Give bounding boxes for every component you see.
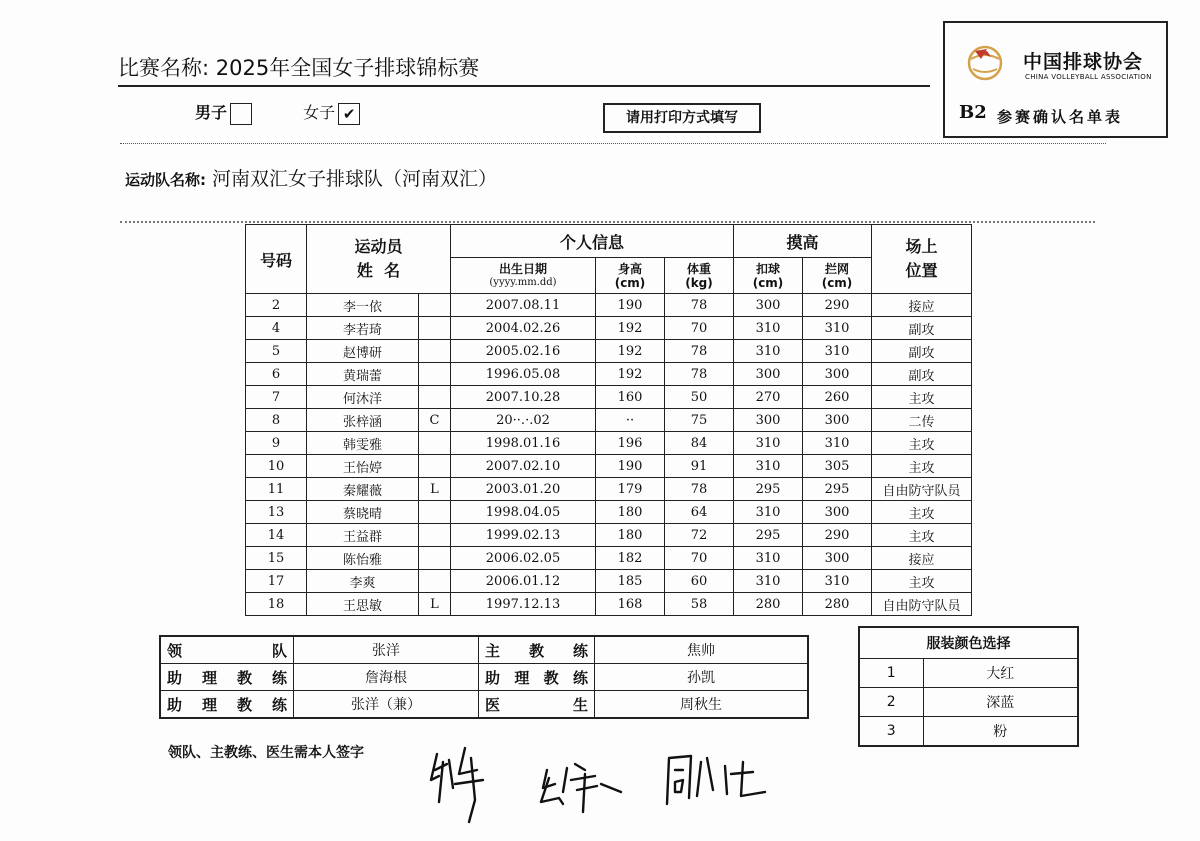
roster-name: 蔡晓晴 xyxy=(307,501,419,524)
roster-row xyxy=(246,570,972,593)
roster-position: 副攻 xyxy=(872,340,972,363)
roster-birth-date: 2004.02.26 xyxy=(451,317,596,340)
staff-row xyxy=(160,691,808,719)
roster-row xyxy=(246,386,972,409)
team-row xyxy=(125,164,497,191)
roster-birth-date: 2006.01.12 xyxy=(451,570,596,593)
roster-position: 自由防守队员 xyxy=(872,593,972,616)
roster-height: 185 xyxy=(596,570,665,593)
roster-name: 韩雯雅 xyxy=(307,432,419,455)
roster-role xyxy=(419,570,451,593)
roster-height: 192 xyxy=(596,317,665,340)
roster-role xyxy=(419,432,451,455)
roster-name: 何沐洋 xyxy=(307,386,419,409)
roster-block-reach: 300 xyxy=(803,409,872,432)
roster-role xyxy=(419,524,451,547)
roster-height: ·· xyxy=(596,409,665,432)
signature-2 xyxy=(541,764,621,812)
roster-height: 180 xyxy=(596,524,665,547)
roster-number: 9 xyxy=(246,432,307,455)
uniform-title: 服装颜色选择 xyxy=(859,627,1078,659)
roster-block-reach: 310 xyxy=(803,340,872,363)
staff-name: 詹海根 xyxy=(294,664,479,691)
roster-number: 6 xyxy=(246,363,307,386)
header-height xyxy=(596,258,665,294)
roster-weight: 75 xyxy=(665,409,734,432)
roster-position: 自由防守队员 xyxy=(872,478,972,501)
roster-weight: 72 xyxy=(665,524,734,547)
roster-role: L xyxy=(419,593,451,616)
roster-name: 李若琦 xyxy=(307,317,419,340)
signature-3 xyxy=(667,756,765,804)
competition-row xyxy=(118,52,479,82)
staff-row xyxy=(160,636,808,664)
roster-block-reach: 310 xyxy=(803,570,872,593)
roster-spike-reach: 310 xyxy=(734,432,803,455)
roster-block-reach: 280 xyxy=(803,593,872,616)
signature-1 xyxy=(431,748,483,822)
roster-weight: 78 xyxy=(665,478,734,501)
roster-position: 二传 xyxy=(872,409,972,432)
roster-block-reach: 310 xyxy=(803,432,872,455)
roster-birth-date: 2003.01.20 xyxy=(451,478,596,501)
uniform-table xyxy=(858,626,1079,747)
staff-row xyxy=(160,664,808,691)
roster-row xyxy=(246,501,972,524)
logo-box xyxy=(943,21,1168,138)
roster-number: 11 xyxy=(246,478,307,501)
roster-position: 主攻 xyxy=(872,524,972,547)
roster-birth-date: 2005.02.16 xyxy=(451,340,596,363)
header-spike xyxy=(734,258,803,294)
competition-label: 比赛名称: xyxy=(118,56,210,80)
uniform-body xyxy=(859,659,1078,747)
roster-birth-date: 1997.12.13 xyxy=(451,593,596,616)
header-weight-label: 体重 xyxy=(686,261,711,276)
roster-role xyxy=(419,363,451,386)
roster-height: 180 xyxy=(596,501,665,524)
roster-weight: 91 xyxy=(665,455,734,478)
roster-spike-reach: 270 xyxy=(734,386,803,409)
roster-block-reach: 260 xyxy=(803,386,872,409)
handwritten-signatures xyxy=(425,740,775,830)
header-birth-format: (yyyy.mm.dd) xyxy=(489,276,557,288)
header-number: 号码 xyxy=(246,225,307,294)
roster-row xyxy=(246,409,972,432)
staff-role-label: 医生 xyxy=(479,691,595,719)
roster-birth-date: 2007.02.10 xyxy=(451,455,596,478)
header-block-unit: (cm) xyxy=(821,275,853,290)
uniform-option-number: 1 xyxy=(859,659,923,688)
form-title: 参赛确认名单表 xyxy=(997,108,1124,126)
roster-spike-reach: 295 xyxy=(734,524,803,547)
roster-row xyxy=(246,363,972,386)
roster-weight: 64 xyxy=(665,501,734,524)
roster-row xyxy=(246,547,972,570)
header-position xyxy=(872,225,972,294)
roster-birth-date: 20··.·.02 xyxy=(451,409,596,432)
roster-weight: 70 xyxy=(665,317,734,340)
header-spike-label: 扣球 xyxy=(755,261,780,276)
roster-name: 李爽 xyxy=(307,570,419,593)
roster-spike-reach: 310 xyxy=(734,570,803,593)
header-weight-unit: (kg) xyxy=(685,275,713,290)
roster-position: 接应 xyxy=(872,547,972,570)
header-spike-unit: (cm) xyxy=(752,275,784,290)
roster-weight: 78 xyxy=(665,363,734,386)
roster-name: 陈怡雅 xyxy=(307,547,419,570)
roster-name: 张梓涵 xyxy=(307,409,419,432)
roster-row xyxy=(246,593,972,616)
roster-spike-reach: 280 xyxy=(734,593,803,616)
roster-body xyxy=(246,294,972,616)
roster-block-reach: 300 xyxy=(803,363,872,386)
uniform-option-number: 2 xyxy=(859,688,923,717)
roster-height: 192 xyxy=(596,340,665,363)
staff-role-label: 领队 xyxy=(160,636,294,664)
uniform-color: 大红 xyxy=(923,659,1078,688)
roster-number: 14 xyxy=(246,524,307,547)
roster-birth-date: 2007.08.11 xyxy=(451,294,596,317)
roster-birth-date: 1998.01.16 xyxy=(451,432,596,455)
roster-number: 13 xyxy=(246,501,307,524)
roster-birth-date: 1996.05.08 xyxy=(451,363,596,386)
roster-role xyxy=(419,501,451,524)
male-checkbox[interactable] xyxy=(230,103,252,125)
roster-position: 接应 xyxy=(872,294,972,317)
roster-birth-date: 2006.02.05 xyxy=(451,547,596,570)
roster-row xyxy=(246,432,972,455)
roster-position: 主攻 xyxy=(872,455,972,478)
roster-block-reach: 305 xyxy=(803,455,872,478)
roster-name: 王怡婷 xyxy=(307,455,419,478)
uniform-row xyxy=(859,717,1078,747)
roster-row xyxy=(246,294,972,317)
staff-role-label: 助理教练 xyxy=(479,664,595,691)
staff-role-label: 主教练 xyxy=(479,636,595,664)
female-label: 女子 xyxy=(303,103,336,122)
header-birth xyxy=(451,258,596,294)
roster-birth-date: 1999.02.13 xyxy=(451,524,596,547)
roster-weight: 60 xyxy=(665,570,734,593)
roster-number: 17 xyxy=(246,570,307,593)
roster-weight: 70 xyxy=(665,547,734,570)
roster-spike-reach: 310 xyxy=(734,501,803,524)
roster-height: 192 xyxy=(596,363,665,386)
roster-name: 秦耀薇 xyxy=(307,478,419,501)
uniform-color: 深蓝 xyxy=(923,688,1078,717)
roster-position: 副攻 xyxy=(872,317,972,340)
roster-number: 4 xyxy=(246,317,307,340)
roster-number: 15 xyxy=(246,547,307,570)
roster-block-reach: 295 xyxy=(803,478,872,501)
header-reach: 摸高 xyxy=(734,225,872,258)
roster-block-reach: 300 xyxy=(803,547,872,570)
header-height-label: 身高 xyxy=(617,261,642,276)
roster-role xyxy=(419,340,451,363)
male-label: 男子 xyxy=(195,103,228,122)
roster-row xyxy=(246,478,972,501)
staff-role-label: 助理教练 xyxy=(160,691,294,719)
roster-weight: 58 xyxy=(665,593,734,616)
roster-spike-reach: 300 xyxy=(734,363,803,386)
header-athlete-line1: 运动员 xyxy=(354,237,403,256)
header-birth-label: 出生日期 xyxy=(498,261,547,276)
roster-table xyxy=(245,224,972,616)
roster-name: 赵博研 xyxy=(307,340,419,363)
header-block-label: 拦网 xyxy=(824,261,849,276)
roster-height: 160 xyxy=(596,386,665,409)
header-athlete-line2: 姓 名 xyxy=(356,261,401,280)
roster-row xyxy=(246,317,972,340)
roster-birth-date: 1998.04.05 xyxy=(451,501,596,524)
roster-block-reach: 300 xyxy=(803,501,872,524)
roster-weight: 78 xyxy=(665,340,734,363)
roster-role xyxy=(419,547,451,570)
roster-spike-reach: 295 xyxy=(734,478,803,501)
roster-role xyxy=(419,317,451,340)
logo-english-name: CHINA VOLLEYBALL ASSOCIATION xyxy=(1025,73,1152,81)
roster-block-reach: 310 xyxy=(803,317,872,340)
roster-number: 8 xyxy=(246,409,307,432)
roster-spike-reach: 300 xyxy=(734,409,803,432)
roster-number: 18 xyxy=(246,593,307,616)
staff-name: 焦帅 xyxy=(595,636,809,664)
roster-weight: 84 xyxy=(665,432,734,455)
roster-birth-date: 2007.10.28 xyxy=(451,386,596,409)
roster-spike-reach: 310 xyxy=(734,317,803,340)
form-code: B2 xyxy=(959,102,987,123)
competition-name: 2025年全国女子排球锦标赛 xyxy=(215,56,480,80)
roster-spike-reach: 300 xyxy=(734,294,803,317)
uniform-option-number: 3 xyxy=(859,717,923,747)
header-position-line2: 位置 xyxy=(905,261,938,280)
roster-role xyxy=(419,386,451,409)
roster-spike-reach: 310 xyxy=(734,547,803,570)
roster-role xyxy=(419,455,451,478)
team-label: 运动队名称: xyxy=(125,171,206,189)
competition-underline xyxy=(118,85,930,87)
header-weight xyxy=(665,258,734,294)
staff-name: 张洋 xyxy=(294,636,479,664)
roster-role: C xyxy=(419,409,451,432)
uniform-row xyxy=(859,659,1078,688)
roster-row xyxy=(246,524,972,547)
roster-position: 主攻 xyxy=(872,386,972,409)
roster-name: 王益群 xyxy=(307,524,419,547)
roster-height: 190 xyxy=(596,294,665,317)
header-athlete xyxy=(307,225,451,294)
staff-name: 周秋生 xyxy=(595,691,809,719)
roster-number: 2 xyxy=(246,294,307,317)
roster-position: 主攻 xyxy=(872,570,972,593)
roster-block-reach: 290 xyxy=(803,294,872,317)
roster-weight: 50 xyxy=(665,386,734,409)
logo-chinese-name: 中国排球协会 xyxy=(1023,51,1144,73)
roster-position: 主攻 xyxy=(872,432,972,455)
roster-name: 王思敏 xyxy=(307,593,419,616)
roster-height: 179 xyxy=(596,478,665,501)
staff-name: 张洋（兼） xyxy=(294,691,479,719)
header-block xyxy=(803,258,872,294)
roster-role xyxy=(419,294,451,317)
roster-position: 主攻 xyxy=(872,501,972,524)
roster-spike-reach: 310 xyxy=(734,340,803,363)
gender-row xyxy=(195,100,406,125)
roster-number: 5 xyxy=(246,340,307,363)
roster-number: 10 xyxy=(246,455,307,478)
staff-table xyxy=(159,635,809,719)
staff-body xyxy=(160,636,808,718)
roster-height: 182 xyxy=(596,547,665,570)
roster-height: 196 xyxy=(596,432,665,455)
roster-row xyxy=(246,455,972,478)
staff-name: 孙凯 xyxy=(595,664,809,691)
roster-name: 黄瑞蕾 xyxy=(307,363,419,386)
print-note: 请用打印方式填写 xyxy=(603,103,761,133)
header-personal-info: 个人信息 xyxy=(451,225,734,258)
roster-role: L xyxy=(419,478,451,501)
female-checkbox[interactable]: ✔ xyxy=(338,103,360,125)
signature-note: 领队、主教练、医生需本人签字 xyxy=(168,745,364,761)
header-position-line1: 场上 xyxy=(905,237,938,256)
uniform-row xyxy=(859,688,1078,717)
team-name: 河南双汇女子排球队（河南双汇） xyxy=(212,168,498,190)
volleyball-emblem-icon xyxy=(967,45,1003,81)
roster-spike-reach: 310 xyxy=(734,455,803,478)
staff-role-label: 助理教练 xyxy=(160,664,294,691)
roster-block-reach: 290 xyxy=(803,524,872,547)
roster-height: 168 xyxy=(596,593,665,616)
roster-row xyxy=(246,340,972,363)
roster-name: 李一依 xyxy=(307,294,419,317)
roster-number: 7 xyxy=(246,386,307,409)
roster-height: 190 xyxy=(596,455,665,478)
header-height-unit: (cm) xyxy=(614,275,646,290)
roster-weight: 78 xyxy=(665,294,734,317)
uniform-color: 粉 xyxy=(923,717,1078,747)
header-divider xyxy=(120,143,1106,145)
roster-position: 副攻 xyxy=(872,363,972,386)
